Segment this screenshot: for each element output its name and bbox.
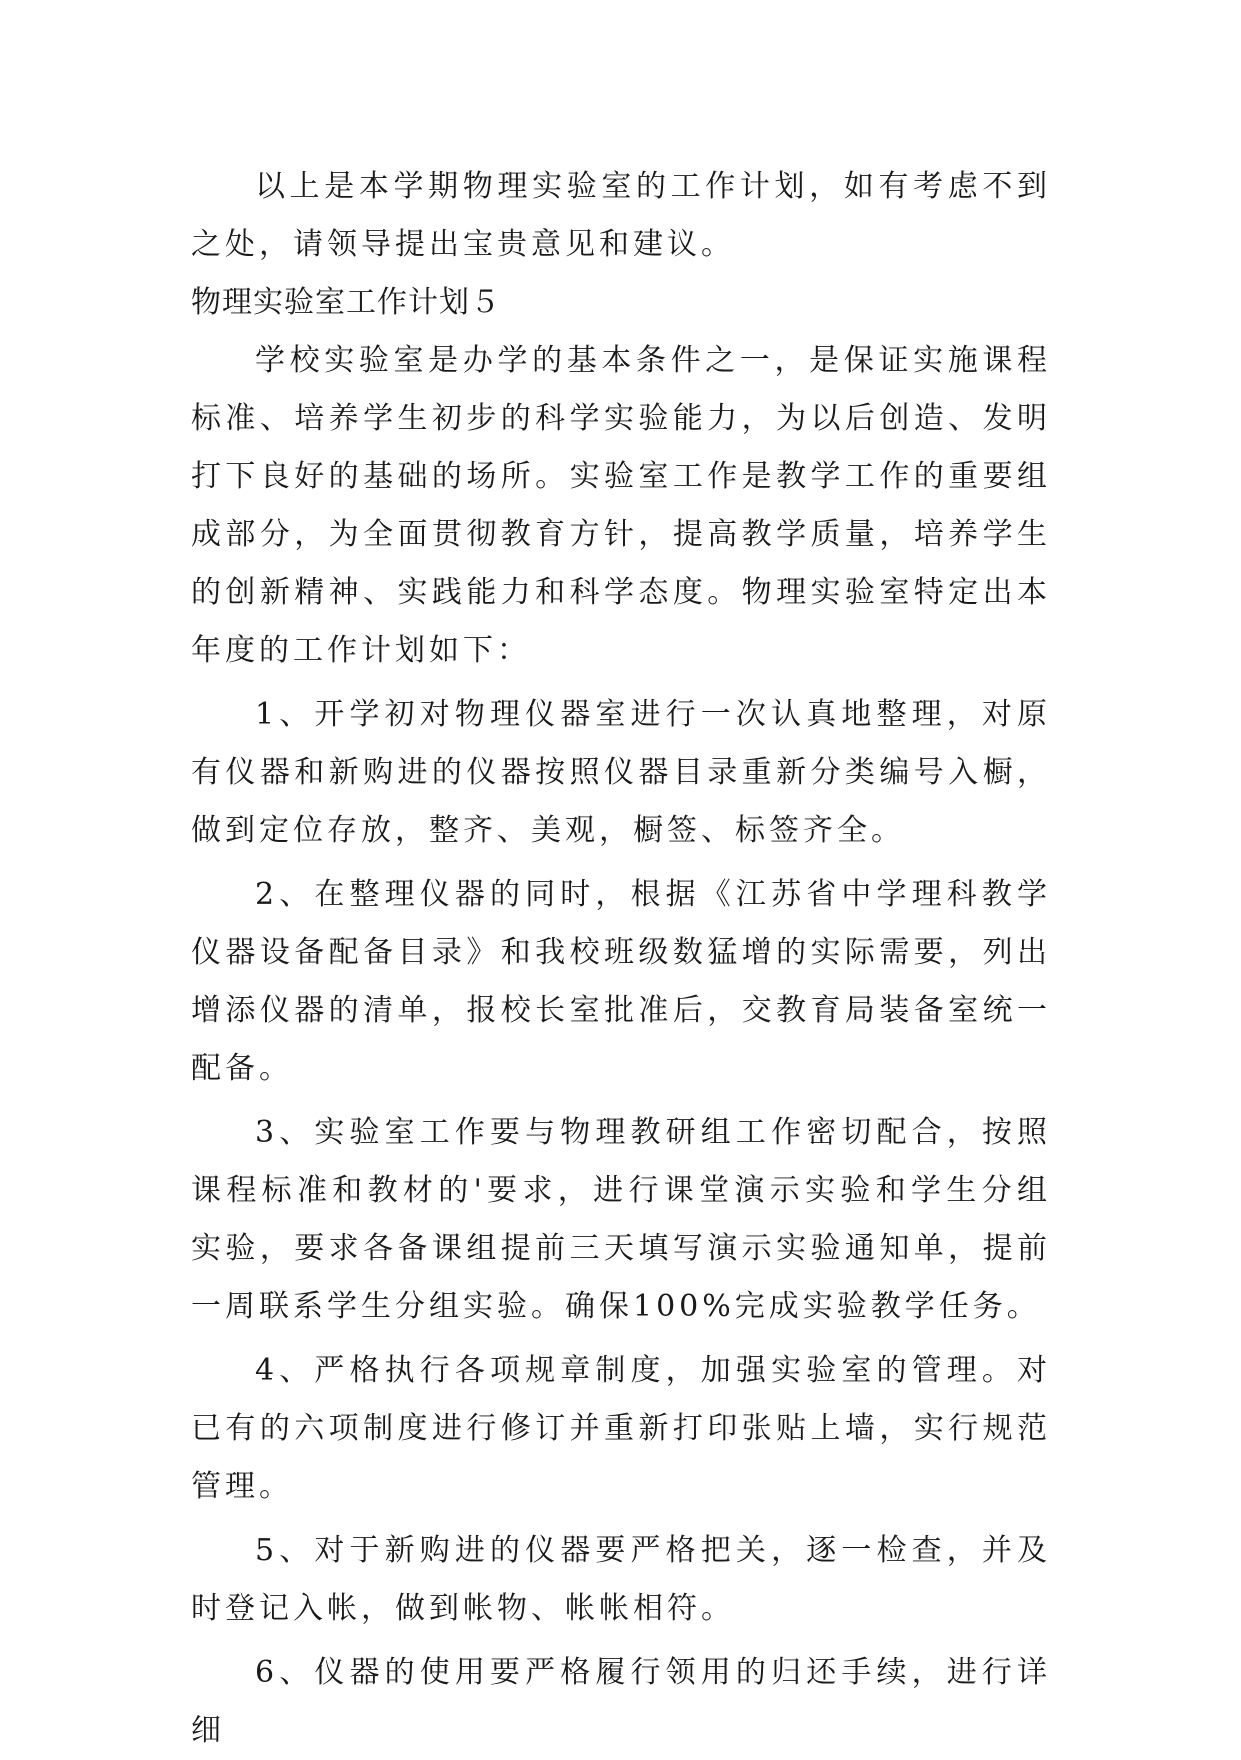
intro-paragraph: 学校实验室是办学的基本条件之一，是保证实施课程标准、培养学生初步的科学实验能力，为以后创造、发明打下良好的基础的场所。实验室工作是教学工作的重要组成部分，为全面贯彻教育方针，提高教学质量，培养学生的创新精神、实践能力和科学态度。物理实验室特定出本年度的工作计划如下：	[191, 343, 1051, 668]
plan-item-2: 2、在整理仪器的同时，根据《江苏省中学理科教学仪器设备配备目录》和我校班级数猛增的实际需要，列出增添仪器的清单，报校长室批准后，交教育局装备室统一配备。	[191, 877, 1051, 1086]
section-heading: 物理实验室工作计划５	[191, 285, 501, 320]
plan-item-5: 5、对于新购进的仪器要严格把关，逐一检查，并及时登记入帐，做到帐物、帐帐相符。	[191, 1533, 1051, 1626]
plan-item-1: 1、开学初对物理仪器室进行一次认真地整理，对原有仪器和新购进的仪器按照仪器目录重新分类编号入橱，做到定位存放，整齐、美观，橱签、标签齐全。	[191, 697, 1051, 848]
document-body	[191, 158, 1051, 1760]
closing-paragraph: 以上是本学期物理实验室的工作计划，如有考虑不到之处，请领导提出宝贵意见和建议。	[191, 169, 1051, 262]
plan-item-3: 3、实验室工作要与物理教研组工作密切配合，按照课程标准和教材的'要求，进行课堂演示实验和学生分组实验，要求各备课组提前三天填写演示实验通知单，提前一周联系学生分组实验。确保100%完成实验教学任务。	[191, 1115, 1051, 1324]
plan-item-6: 6、仪器的使用要严格履行领用的归还手续，进行详细	[191, 1655, 1051, 1748]
plan-item-4: 4、严格执行各项规章制度，加强实验室的管理。对已有的六项制度进行修订并重新打印张贴上墙，实行规范管理。	[191, 1353, 1051, 1504]
